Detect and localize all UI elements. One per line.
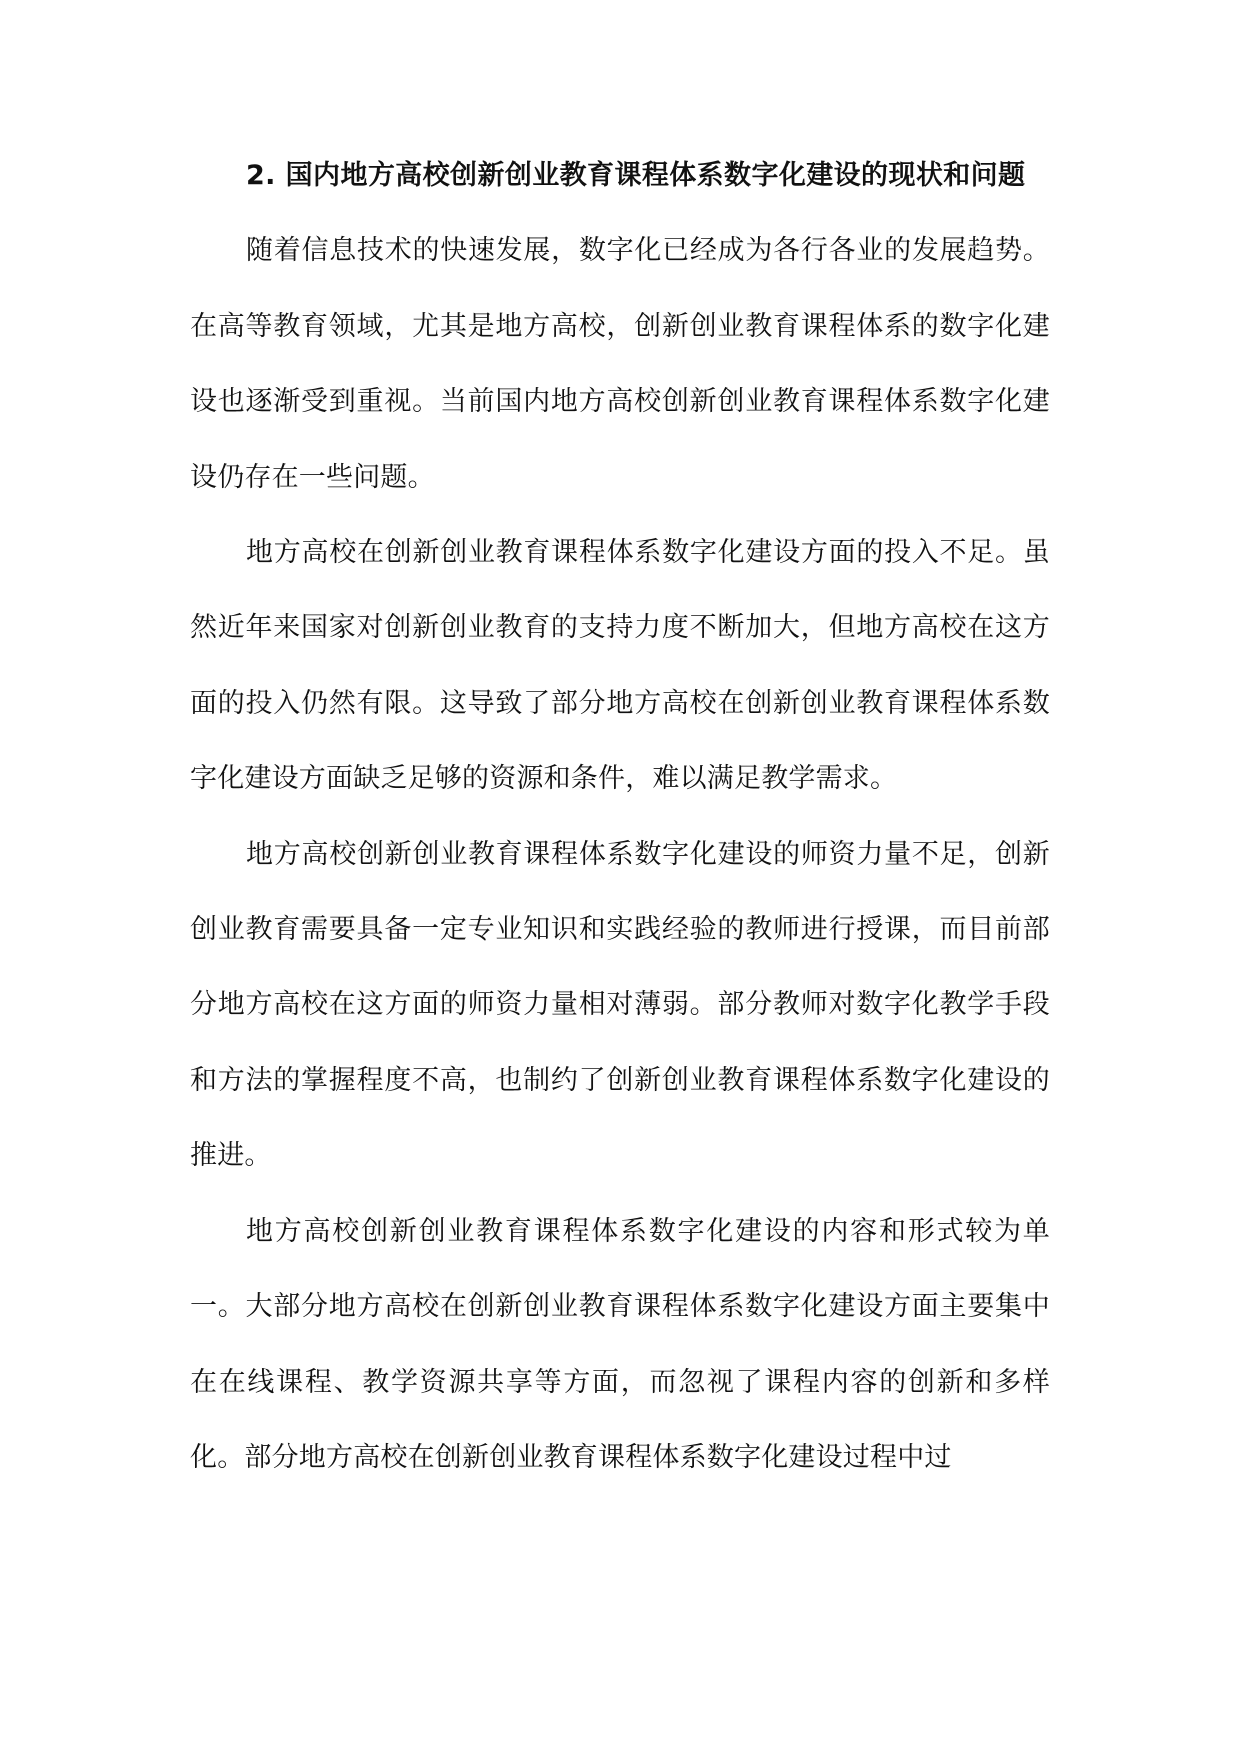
section-heading: 2. 国内地方高校创新创业教育课程体系数字化建设的现状和问题	[246, 160, 1026, 191]
paragraph-4: 地方高校创新创业教育课程体系数字化建设的内容和形式较为单一。大部分地方高校在创新创业教育课程体系数字化建设方面主要集中在在线课程、教学资源共享等方面，而忽视了课程内容的创新和多样化。部分地方高校在创新创业教育课程体系数字化建设过程中过	[190, 1215, 1050, 1473]
paragraph-3: 地方高校创新创业教育课程体系数字化建设的师资力量不足，创新创业教育需要具备一定专业知识和实践经验的教师进行授课，而目前部分地方高校在这方面的师资力量相对薄弱。部分教师对数字化教学手段和方法的掌握程度不高，也制约了创新创业教育课程体系数字化建设的推进。	[190, 838, 1050, 1172]
paragraph-1: 随着信息技术的快速发展，数字化已经成为各行各业的发展趋势。在高等教育领域，尤其是地方高校，创新创业教育课程体系的数字化建设也逐渐受到重视。当前国内地方高校创新创业教育课程体系数字化建设仍存在一些问题。	[190, 235, 1050, 493]
paragraph-2: 地方高校在创新创业教育课程体系数字化建设方面的投入不足。虽然近年来国家对创新创业教育的支持力度不断加大，但地方高校在这方面的投入仍然有限。这导致了部分地方高校在创新创业教育课程体系数字化建设方面缺乏足够的资源和条件，难以满足教学需求。	[190, 537, 1050, 795]
document-body	[190, 138, 1050, 1495]
